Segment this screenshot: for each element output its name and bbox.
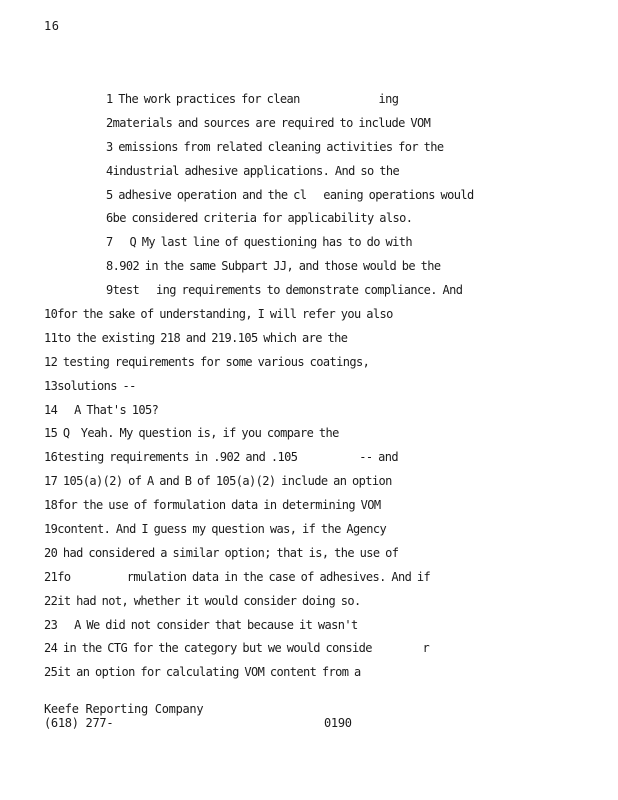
transcript-line (0, 593, 618, 617)
line-text: Q My last line of questioning has to do with (112, 235, 412, 250)
line-number: 6 (106, 211, 113, 226)
line-text: be considered criteria for applicability also. (112, 211, 413, 226)
reporter-footer (44, 702, 352, 730)
line-text: emissions from related cleaning activities for the (112, 139, 444, 154)
line-text: test ing requirements to demonstrate compliance. And (112, 283, 463, 298)
transcript-line (0, 425, 618, 449)
line-number: 8 (106, 259, 113, 274)
transcript-line (0, 210, 618, 234)
transcript-line (0, 449, 618, 473)
transcript-line (0, 354, 618, 378)
line-text: had considered a similar option; that is, the use of (57, 545, 399, 560)
line-text: solutions -- (57, 378, 136, 393)
line-number: 17 (44, 474, 58, 489)
line-text: it had not, whether it would consider doing so. (57, 593, 361, 608)
transcript-line (0, 640, 618, 664)
line-text: adhesive operation and the cl eaning operations would (112, 187, 474, 202)
line-number: 12 (44, 354, 58, 369)
line-number: 22 (44, 593, 58, 608)
transcript-line (0, 545, 618, 569)
transcript-line (0, 306, 618, 330)
line-number: 7 (106, 235, 113, 250)
line-number: 19 (44, 522, 58, 537)
transcript-line (0, 664, 618, 688)
line-text: industrial adhesive applications. And so the (112, 163, 400, 178)
line-number: 2 (106, 115, 113, 130)
line-number: 11 (44, 330, 58, 345)
line-number: 21 (44, 569, 58, 584)
phone-number: (618) 277- (44, 716, 114, 730)
transcript-line (0, 258, 618, 282)
transcript-line (0, 473, 618, 497)
phone-extension: 0190 (324, 716, 352, 730)
transcript-body (0, 91, 618, 688)
line-text: to the existing 218 and 219.105 which are the (57, 330, 348, 345)
line-text: testing requirements for some various coatings, (57, 354, 370, 369)
line-text: The work practices for clean ing (112, 92, 399, 106)
line-number: 16 (44, 450, 58, 465)
line-text: content. And I guess my question was, if the Agency (57, 522, 387, 537)
line-text: A We did not consider that because it wasn't (57, 617, 358, 632)
transcript-line (0, 378, 618, 402)
line-number: 9 (106, 283, 113, 298)
line-number: 5 (106, 187, 113, 202)
line-number: 3 (106, 139, 113, 154)
line-text: it an option for calculating VOM content from a (57, 665, 361, 680)
line-text: in the CTG for the category but we would conside r (57, 641, 430, 656)
line-text: for the sake of understanding, I will refer you also (57, 307, 393, 322)
line-number: 18 (44, 498, 58, 513)
transcript-line (0, 163, 618, 187)
line-number: 10 (44, 307, 58, 322)
transcript-line (0, 91, 618, 115)
transcript-line (0, 115, 618, 139)
line-text: .902 in the same Subpart JJ, and those would be the (112, 259, 441, 274)
line-number: 14 (44, 402, 58, 417)
line-text: for the use of formulation data in determining VOM (57, 498, 381, 513)
transcript-line (0, 617, 618, 641)
line-text: fo rmulation data in the case of adhesives. And if (57, 569, 431, 584)
transcript-line (0, 234, 618, 258)
line-text: A That's 105? (57, 402, 159, 417)
line-number: 20 (44, 545, 58, 560)
line-number: 24 (44, 641, 58, 656)
line-number: 23 (44, 617, 58, 632)
line-text: materials and sources are required to include VOM (112, 115, 431, 130)
line-text: Q Yeah. My question is, if you compare the (57, 426, 339, 441)
transcript-line (0, 282, 618, 306)
line-number: 25 (44, 665, 58, 680)
transcript-line (0, 330, 618, 354)
transcript-line (0, 187, 618, 211)
line-number: 4 (106, 163, 113, 178)
line-text: testing requirements in .902 and .105 -- and (57, 450, 398, 465)
line-number: 15 (44, 426, 58, 441)
transcript-line (0, 521, 618, 545)
line-number: 13 (44, 378, 58, 393)
transcript-line (0, 569, 618, 593)
transcript-line (0, 139, 618, 163)
page-number: 16 (44, 19, 60, 33)
company-name: Keefe Reporting Company (44, 702, 204, 716)
line-text: 105(a)(2) of A and B of 105(a)(2) include an option (57, 474, 392, 489)
line-number: 1 (106, 92, 113, 106)
transcript-line (0, 402, 618, 426)
transcript-line (0, 497, 618, 521)
